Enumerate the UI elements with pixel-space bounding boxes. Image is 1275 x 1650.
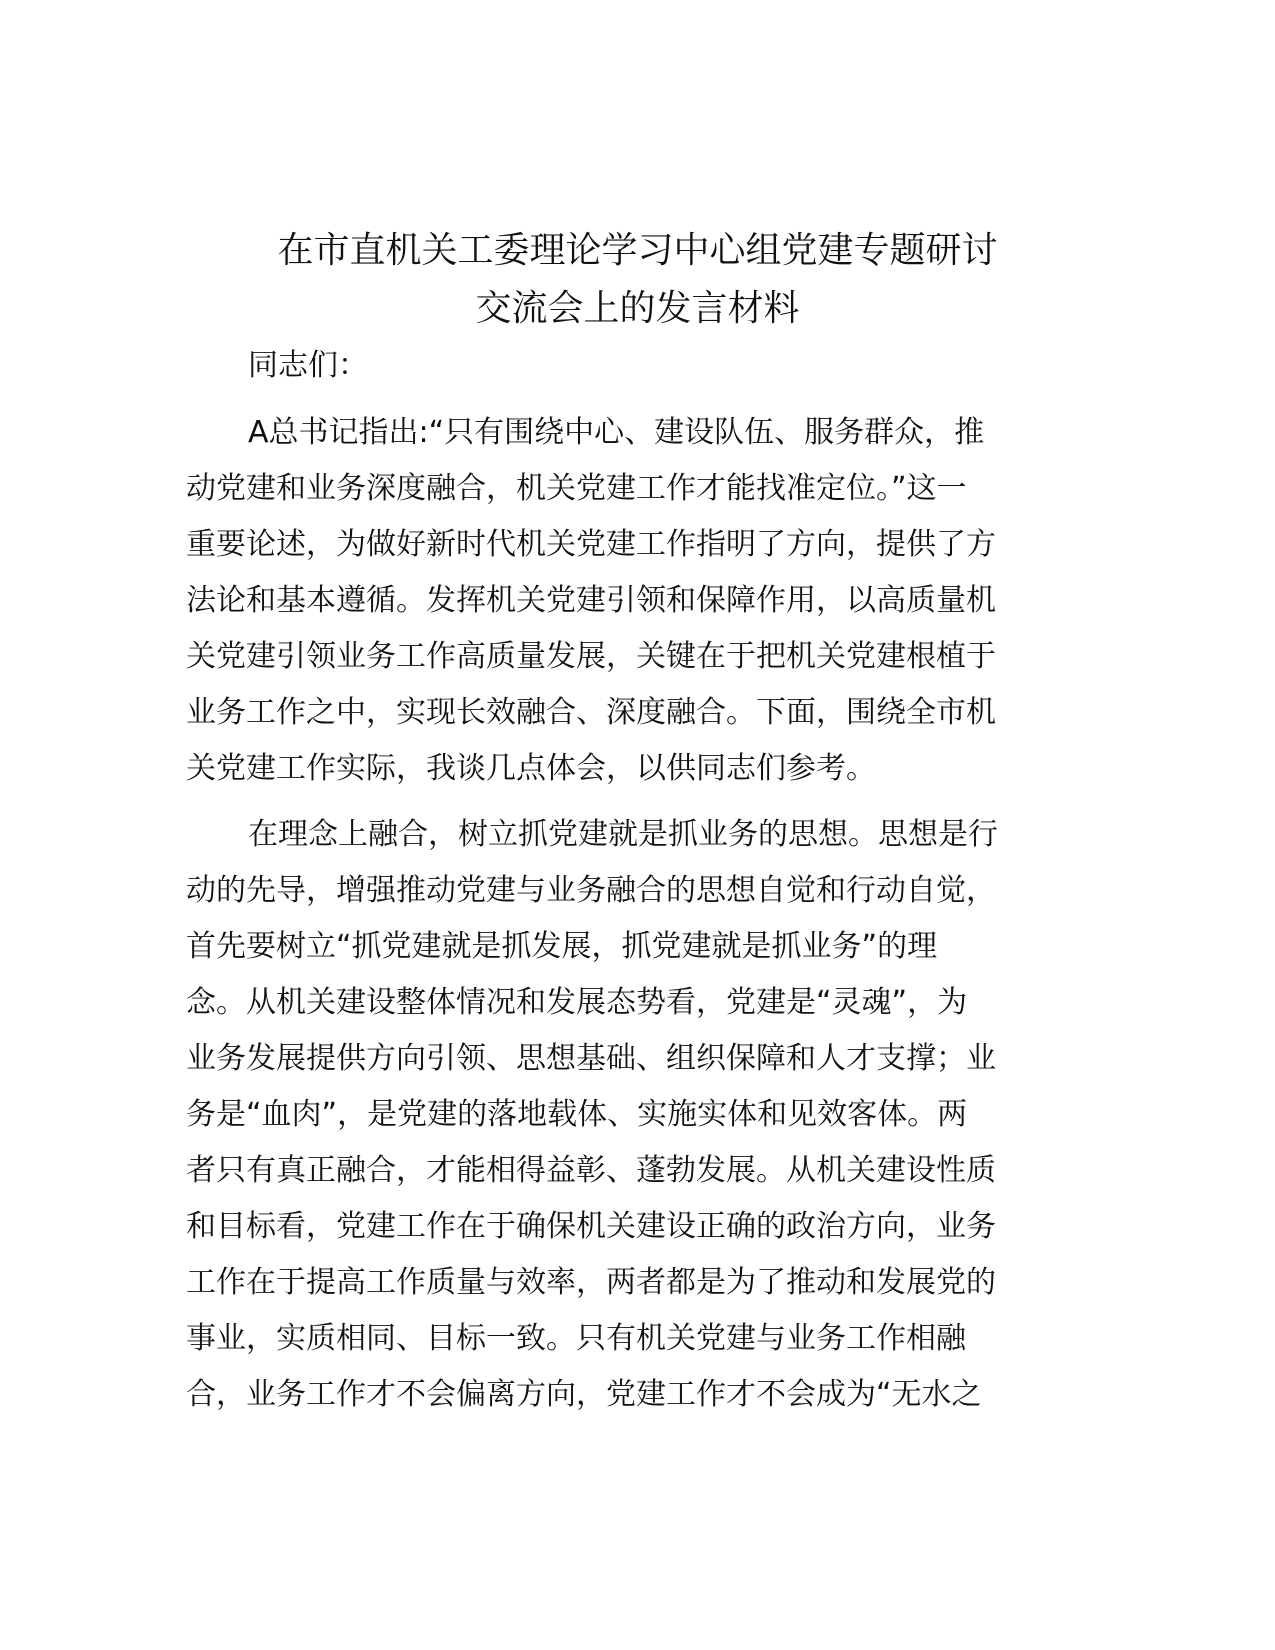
paragraph-1-line: 法论和基本遵循。发挥机关党建引领和保障作用，以高质量机 bbox=[186, 583, 996, 618]
document-title-line-1: 在市直机关工委理论学习中心组党建专题研讨 bbox=[277, 230, 998, 271]
paragraph-1-line: 业务工作之中，实现长效融合、深度融合。下面，围绕全市机 bbox=[186, 695, 996, 730]
paragraph-1-line: 重要论述，为做好新时代机关党建工作指明了方向，提供了方 bbox=[186, 527, 996, 562]
paragraph-2-line: 首先要树立“抓党建就是抓发展，抓党建就是抓业务”的理 bbox=[186, 929, 938, 964]
paragraph-1-line: 动党建和业务深度融合，机关党建工作才能找准定位。”这一 bbox=[186, 471, 967, 506]
paragraph-2-line: 务是“血肉”，是党建的落地载体、实施实体和见效客体。两 bbox=[186, 1097, 968, 1132]
paragraph-2-line: 和目标看，党建工作在于确保机关建设正确的政治方向，业务 bbox=[186, 1209, 996, 1244]
paragraph-2-line: 事业，实质相同、目标一致。只有机关党建与业务工作相融 bbox=[186, 1321, 966, 1356]
paragraph-1-line: A总书记指出:“只有围绕中心、建设队伍、服务群众，推 bbox=[248, 415, 985, 450]
paragraph-2-line: 在理念上融合，树立抓党建就是抓业务的思想。思想是行 bbox=[248, 817, 998, 852]
paragraph-2-line: 者只有真正融合，才能相得益彰、蓬勃发展。从机关建设性质 bbox=[186, 1153, 996, 1188]
paragraph-1-line: 关党建工作实际，我谈几点体会，以供同志们参考。 bbox=[186, 751, 876, 786]
document-title-line-2: 交流会上的发言材料 bbox=[475, 288, 800, 329]
paragraph-2-line: 工作在于提高工作质量与效率，两者都是为了推动和发展党的 bbox=[186, 1265, 996, 1300]
paragraph-1-line: 关党建引领业务工作高质量发展，关键在于把机关党建根植于 bbox=[186, 639, 996, 674]
paragraph-2-line: 合，业务工作才不会偏离方向，党建工作才不会成为“无水之 bbox=[186, 1377, 982, 1412]
salutation: 同志们： bbox=[248, 348, 368, 383]
paragraph-2-line: 念。从机关建设整体情况和发展态势看，党建是“灵魂”，为 bbox=[186, 985, 968, 1020]
paragraph-2-line: 业务发展提供方向引领、思想基础、组织保障和人才支撑；业 bbox=[186, 1041, 996, 1076]
paragraph-2-line: 动的先导，增强推动党建与业务融合的思想自觉和行动自觉， bbox=[186, 873, 996, 908]
